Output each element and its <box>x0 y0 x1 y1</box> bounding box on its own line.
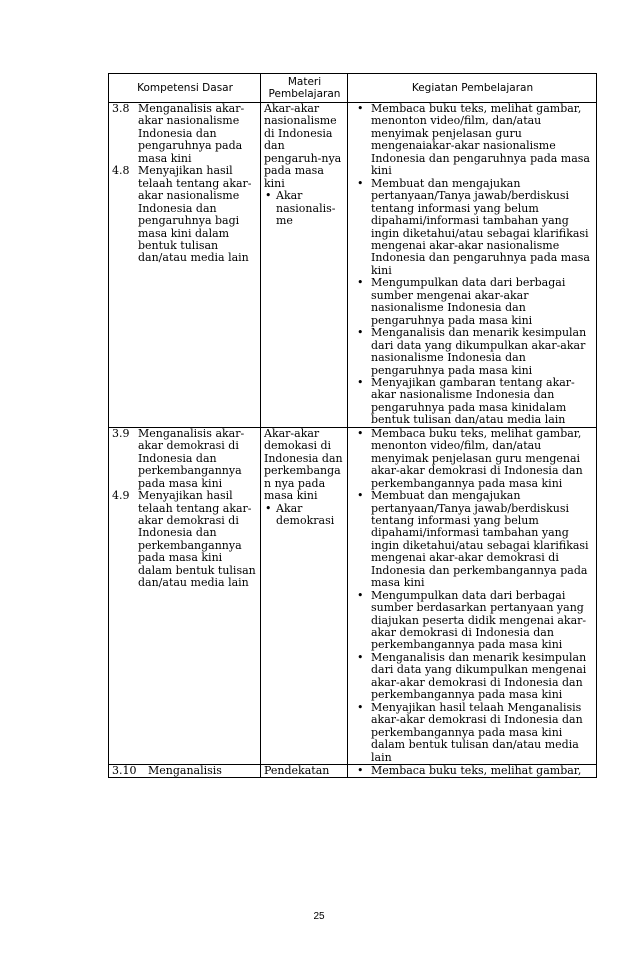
kegiatan-item: • Membaca buku teks, melihat gambar, menonton video/film, dan/atau menyimak penjelasan guru mengenaiakar-akar nasionalisme Indonesia dan pengaruhnya pada masa kini <box>371 103 594 178</box>
kd-item <box>112 490 258 590</box>
kd-number: 3.10 <box>112 764 137 778</box>
kegiatan-item: • Mengumpulkan data dari berbagai sumber mengenai akar-akar nasionalisme Indonesia dan pengaruhnya pada masa kini <box>371 277 594 327</box>
kd-number: 3.9 <box>112 426 130 440</box>
table-row <box>109 103 597 428</box>
kd-item <box>112 103 258 165</box>
table-body <box>109 103 597 778</box>
kegiatan-item: • Membuat dan mengajukan pertanyaan/Tanya jawab/berdiskusi tentang informasi yang belum dipahami/informasi tambahan yang ingin diketahui/atau sebagai klarifikasi mengenai akar-akar demokrasi di Indonesia dan perkembangannya pada masa kini <box>371 490 594 590</box>
kegiatan-cell <box>348 103 597 428</box>
table-header-row <box>109 74 597 103</box>
header-kegiatan-pembelajaran: Kegiatan Pembelajaran <box>348 74 597 103</box>
kd-number: 4.8 <box>112 164 130 178</box>
materi-item: • Akar demokrasi <box>276 503 345 528</box>
kd-item <box>112 428 258 490</box>
header-kompetensi-dasar: Kompetensi Dasar <box>109 74 261 103</box>
table-row <box>109 765 597 778</box>
page-number: 25 <box>313 911 325 922</box>
kompetensi-table <box>108 73 597 778</box>
materi-cell <box>261 103 348 428</box>
kegiatan-item: • Menyajikan gambaran tentang akar-akar nasionalisme Indonesia dan pengaruhnya pada masa kinidalam bentuk tulisan dan/atau media lain <box>371 377 594 427</box>
table-row <box>109 427 597 764</box>
kegiatan-item: • Menyajikan hasil telaah Menganalisis akar-akar demokrasi di Indonesia dan perkembangannya pada masa kini dalam bentuk tulisan dan/atau media lain <box>371 702 594 764</box>
kegiatan-item: • Membaca buku teks, melihat gambar, menonton video/film, dan/atau menyimak penjelasan guru mengenai akar-akar demokrasi di Indonesia dan perkembangannya pada masa kini <box>371 428 594 490</box>
kegiatan-item: • Menganalisis dan menarik kesimpulan dari data yang dikumpulkan akar-akar nasionalisme Indonesia dan pengaruhnya pada masa kini <box>371 327 594 377</box>
kompetensi-dasar-cell <box>109 427 261 764</box>
materi-item: • Akar nasionalis-me <box>276 190 345 227</box>
kd-text: Menyajikan hasil telaah tentang akar-akar demokrasi di Indonesia dan perkembangannya pada masa kini dalam bentuk tulisan dan/atau media lain <box>138 489 256 590</box>
kd-item <box>112 165 258 265</box>
materi-cell <box>261 765 348 778</box>
kegiatan-list <box>351 103 594 427</box>
kd-text: Menganalisis <box>148 764 222 778</box>
kd-number: 4.9 <box>112 489 130 503</box>
kd-text: Menganalisis akar-akar demokrasi di Indonesia dan perkembangannya pada masa kini <box>138 426 245 490</box>
kegiatan-item: • Menganalisis dan menarik kesimpulan dari data yang dikumpulkan mengenai akar-akar demokrasi di Indonesia dan perkembangannya pada masa kini <box>371 652 594 702</box>
kd-item <box>112 765 258 777</box>
kompetensi-dasar-cell <box>109 765 261 778</box>
materi-cell <box>261 427 348 764</box>
kd-number: 3.8 <box>112 102 130 115</box>
header-materi-line1: Materi <box>287 75 322 88</box>
materi-intro: Akar-akar nasionalisme di Indonesia dan pengaruh-nya pada masa kini <box>264 102 342 190</box>
kd-text: Menganalisis akar-akar nasionalisme Indonesia dan pengaruhnya pada masa kini <box>138 102 245 165</box>
kegiatan-list <box>351 428 594 764</box>
materi-intro: Pendekatan <box>264 764 330 778</box>
kegiatan-list <box>351 765 594 777</box>
materi-list <box>264 503 345 528</box>
kegiatan-item: • Membaca buku teks, melihat gambar, <box>371 765 594 777</box>
kegiatan-cell <box>348 427 597 764</box>
materi-intro: Akar-akar demokasi di Indonesia dan perkembangan nya pada masa kini <box>264 426 343 503</box>
materi-list <box>264 190 345 227</box>
kegiatan-item: • Mengumpulkan data dari berbagai sumber berdasarkan pertanyaan yang diajukan peserta didik mengenai akar-akar demokrasi di Indonesia dan perkembangannya pada masa kini <box>371 590 594 652</box>
kegiatan-cell <box>348 765 597 778</box>
header-materi-pembelajaran <box>261 74 348 103</box>
kd-text: Menyajikan hasil telaah tentang akar-akar nasionalisme Indonesia dan pengaruhnya bagi masa kini dalam bentuk tulisan dan/atau media lain <box>138 164 252 265</box>
kegiatan-item: • Membuat dan mengajukan pertanyaan/Tanya jawab/berdiskusi tentang informasi yang belum dipahami/informasi tambahan yang ingin diketahui/atau sebagai klarifikasi mengenai akar-akar nasionalisme Indonesia dan pengaruhnya pada masa kini <box>371 178 594 278</box>
kompetensi-dasar-cell <box>109 103 261 428</box>
header-materi-line2: Pembelajaran <box>268 88 341 100</box>
